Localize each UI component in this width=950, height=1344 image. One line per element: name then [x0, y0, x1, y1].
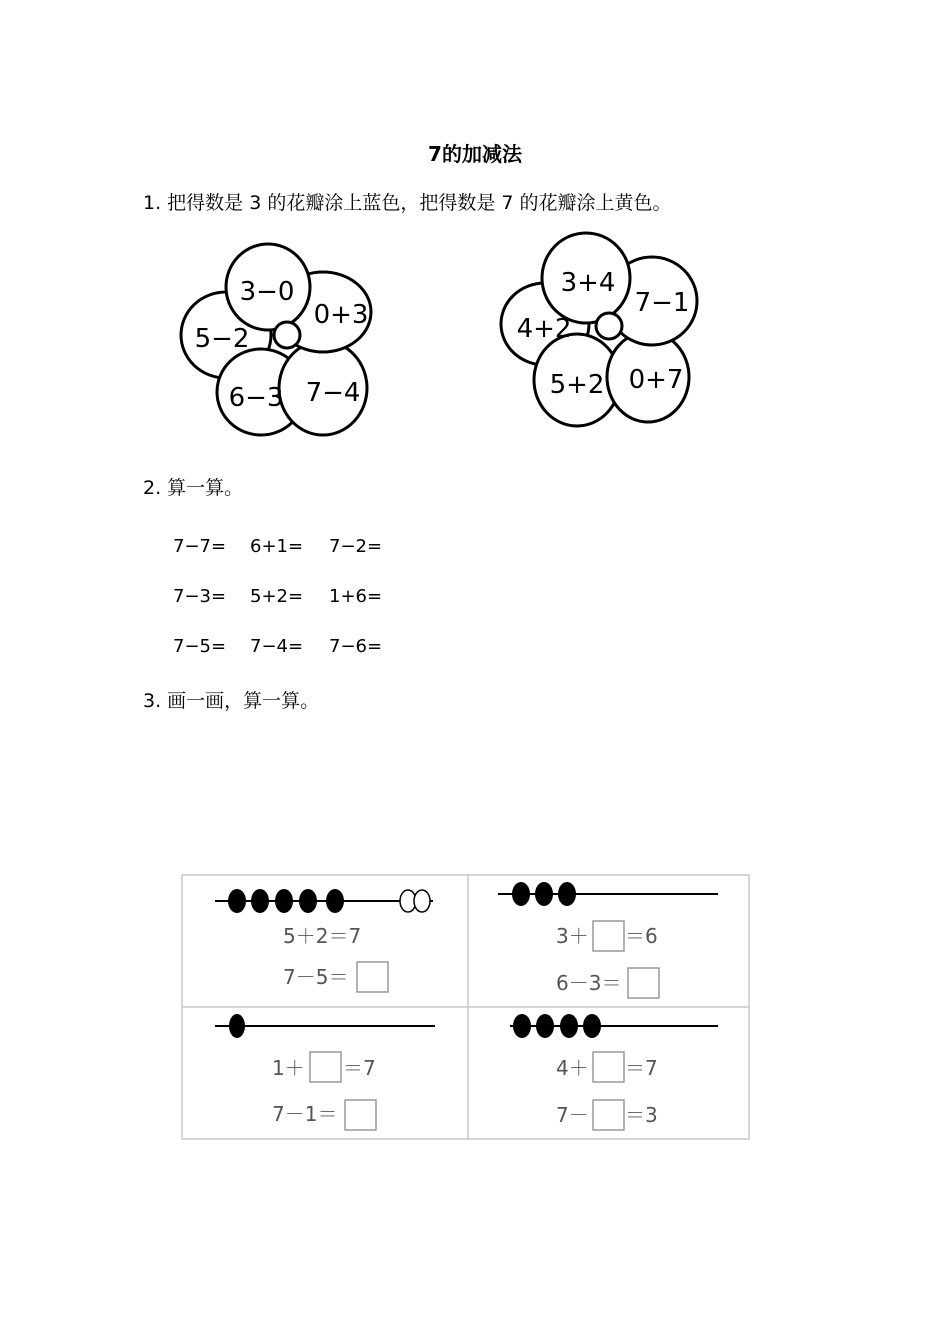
- bead-rod: [215, 1014, 435, 1038]
- petal-label: 5−2: [194, 324, 250, 354]
- question-3-text: 3. 画一画，算一算。: [143, 690, 320, 712]
- filled-bead: [299, 889, 317, 913]
- filled-bead: [583, 1014, 601, 1038]
- equation: ＝7: [343, 1056, 376, 1080]
- equation: ＝7: [625, 1056, 658, 1080]
- filled-bead: [251, 889, 269, 913]
- hollow-bead: [414, 890, 430, 912]
- answer-box[interactable]: [357, 962, 388, 992]
- flower-2: [490, 228, 710, 433]
- answer-box[interactable]: [593, 921, 624, 951]
- calc-item[interactable]: 7−3=: [173, 586, 227, 607]
- petal-label: 7−1: [634, 288, 690, 318]
- calc-item[interactable]: 7−4=: [250, 636, 304, 657]
- filled-bead: [558, 882, 576, 906]
- answer-box[interactable]: [310, 1052, 341, 1082]
- calc-item[interactable]: 6+1=: [250, 536, 304, 557]
- equation: 5＋2＝7: [283, 924, 362, 948]
- filled-bead: [512, 882, 530, 906]
- filled-bead: [560, 1014, 578, 1038]
- equation: 6－3＝: [556, 971, 622, 995]
- answer-box[interactable]: [345, 1100, 376, 1130]
- question-2-text: 2. 算一算。: [143, 477, 244, 499]
- bead-rod: [510, 1014, 718, 1038]
- calc-item[interactable]: 1+6=: [329, 586, 383, 607]
- petal-label: 6−3: [228, 383, 284, 413]
- bead-rod: [498, 882, 718, 906]
- answer-box[interactable]: [593, 1100, 624, 1130]
- petal-label: 0+7: [628, 365, 684, 395]
- filled-bead: [536, 1014, 554, 1038]
- equation: 7－5＝: [283, 965, 349, 989]
- question-1-text: 1. 把得数是 3 的花瓣涂上蓝色，把得数是 7 的花瓣涂上黄色。: [143, 192, 672, 214]
- page-title: 7的加减法: [428, 142, 522, 166]
- flower-1: [170, 232, 390, 447]
- calc-item[interactable]: 7−2=: [329, 536, 383, 557]
- answer-box[interactable]: [593, 1052, 624, 1082]
- petal-label: 5+2: [549, 370, 605, 400]
- equation: ＝6: [625, 924, 658, 948]
- filled-bead: [535, 882, 553, 906]
- equation: 1＋: [272, 1056, 305, 1080]
- petal-label: 3−0: [239, 277, 295, 307]
- petal-label: 7−4: [305, 378, 361, 408]
- filled-bead: [229, 1014, 245, 1038]
- calc-item[interactable]: 7−6=: [329, 636, 383, 657]
- filled-bead: [275, 889, 293, 913]
- equation: 7－1＝: [272, 1102, 338, 1126]
- calc-item[interactable]: 7−5=: [173, 636, 227, 657]
- bead-rod: [215, 889, 433, 913]
- petal-label: 3+4: [560, 268, 616, 298]
- bead-table: [180, 873, 752, 1143]
- equation: 4＋: [556, 1056, 589, 1080]
- filled-bead: [326, 889, 344, 913]
- equation: 7－: [556, 1103, 589, 1127]
- filled-bead: [513, 1014, 531, 1038]
- filled-bead: [228, 889, 246, 913]
- equation: ＝3: [625, 1103, 658, 1127]
- calc-item[interactable]: 5+2=: [250, 586, 304, 607]
- petal-label: 4+2: [516, 314, 572, 344]
- petal-label: 0+3: [313, 300, 369, 330]
- calc-item[interactable]: 7−7=: [173, 536, 227, 557]
- answer-box[interactable]: [628, 968, 659, 998]
- equation: 3＋: [556, 924, 589, 948]
